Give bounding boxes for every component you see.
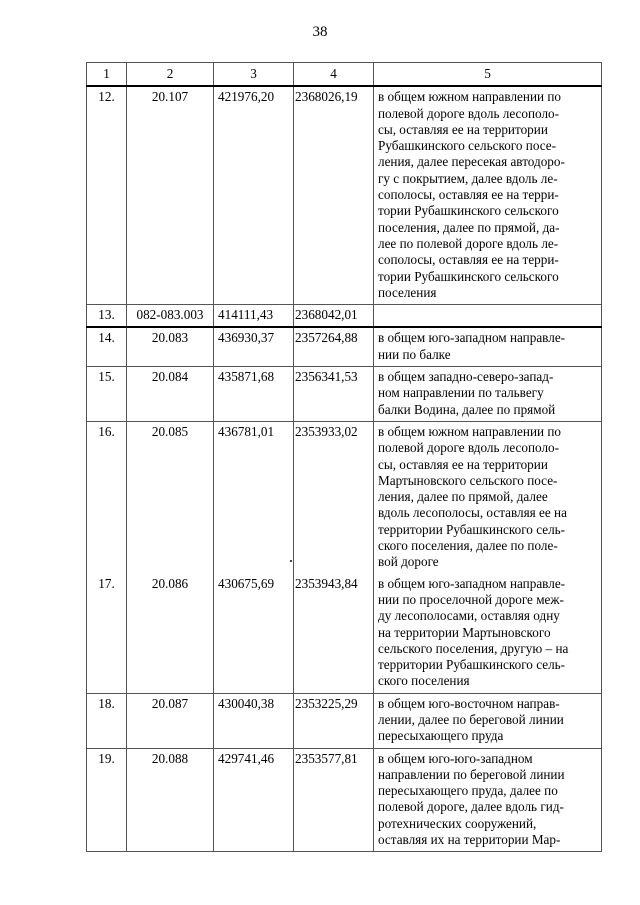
coord-x: 435871,68 xyxy=(214,367,294,422)
boundary-description: в общем западно-северо-запад- ном направлении по тальвегу балки Водина, далее по прямой xyxy=(374,367,602,422)
row-number: 19. xyxy=(87,748,127,852)
row-number: 16. xyxy=(87,421,127,573)
boundary-description xyxy=(374,305,602,328)
point-code: 20.083 xyxy=(127,327,214,366)
table-row xyxy=(87,367,602,422)
table-row xyxy=(87,86,602,304)
point-code: 082-083.003 xyxy=(127,305,214,328)
boundary-description: в общем юго-западном направле- нии по балке xyxy=(374,327,602,366)
row-number: 14. xyxy=(87,327,127,366)
table-row xyxy=(87,574,602,694)
boundary-description: в общем юго-восточном направ- лении, далее по береговой линии пересыхающего пруда xyxy=(374,693,602,748)
header-col-5: 5 xyxy=(374,63,602,87)
header-col-4: 4 xyxy=(294,63,374,87)
coord-x: 414111,43 xyxy=(214,305,294,328)
point-code: 20.086 xyxy=(127,574,214,694)
table-row xyxy=(87,748,602,852)
coord-x: 430675,69 xyxy=(214,574,294,694)
table-row xyxy=(87,327,602,366)
header-col-3: 3 xyxy=(214,63,294,87)
point-code: 20.084 xyxy=(127,367,214,422)
coord-y: 2368042,01 xyxy=(294,305,374,328)
boundary-description: в общем юго-юго-западном направлении по береговой линии пересыхающего пруда, далее по полевой дороге, далее вдоль гид- ротехнических сооружений, оставляя их на территории Мар- xyxy=(374,748,602,852)
boundary-description: в общем южном направлении по полевой дороге вдоль лесополо- сы, оставляя ее на территории Мартыновского сельского посе- ления, далее по прямой, далее вдоль лесополосы, оставляя ее на территории Рубашкинского сель- ского поселения, далее по поле- вой дороге xyxy=(374,421,602,573)
coord-y: 2353577,81 xyxy=(294,748,374,852)
point-code: 20.085 xyxy=(127,421,214,573)
coord-x: 436781,01 xyxy=(214,421,294,573)
table-row xyxy=(87,305,602,328)
point-code: 20.107 xyxy=(127,86,214,304)
header-col-1: 1 xyxy=(87,63,127,87)
row-number: 15. xyxy=(87,367,127,422)
coord-x: 421976,20 xyxy=(214,86,294,304)
boundary-description: в общем южном направлении по полевой дороге вдоль лесополо- сы, оставляя ее на территории Рубашкинского сельского посе- ления, далее пересекая автодоро- гу с покрытием, далее вдоль ле- сополосы, оставляя ее на терри- тории Рубашкинского сельского поселения, далее по прямой, да- лее по полевой дороге вдоль ле- сополосы, оставляя ее на терри- тории Рубашкинского сельского поселения xyxy=(374,86,602,304)
row-number: 13. xyxy=(87,305,127,328)
coord-y: 2356341,53 xyxy=(294,367,374,422)
table-row xyxy=(87,693,602,748)
coord-x: 436930,37 xyxy=(214,327,294,366)
coord-y: 2353225,29 xyxy=(294,693,374,748)
boundary-description: в общем юго-западном направле- нии по проселочной дороге меж- ду лесополосами, оставляя одну на территории Мартыновского сельского поселения, другую – на территории Рубашкинского сель- ского поселения xyxy=(374,574,602,694)
header-col-2: 2 xyxy=(127,63,214,87)
table-row xyxy=(87,421,602,573)
scan-speck xyxy=(290,560,292,562)
coord-y: 2368026,19 xyxy=(294,86,374,304)
row-number: 12. xyxy=(87,86,127,304)
point-code: 20.088 xyxy=(127,748,214,852)
coord-y: 2353933,02 xyxy=(294,421,374,573)
coord-x: 430040,38 xyxy=(214,693,294,748)
point-code: 20.087 xyxy=(127,693,214,748)
coord-y: 2353943,84 xyxy=(294,574,374,694)
row-number: 17. xyxy=(87,574,127,694)
row-number: 18. xyxy=(87,693,127,748)
boundary-table xyxy=(86,62,602,852)
coord-x: 429741,46 xyxy=(214,748,294,852)
page-number: 38 xyxy=(312,24,328,40)
header-row xyxy=(87,63,602,87)
coord-y: 2357264,88 xyxy=(294,327,374,366)
